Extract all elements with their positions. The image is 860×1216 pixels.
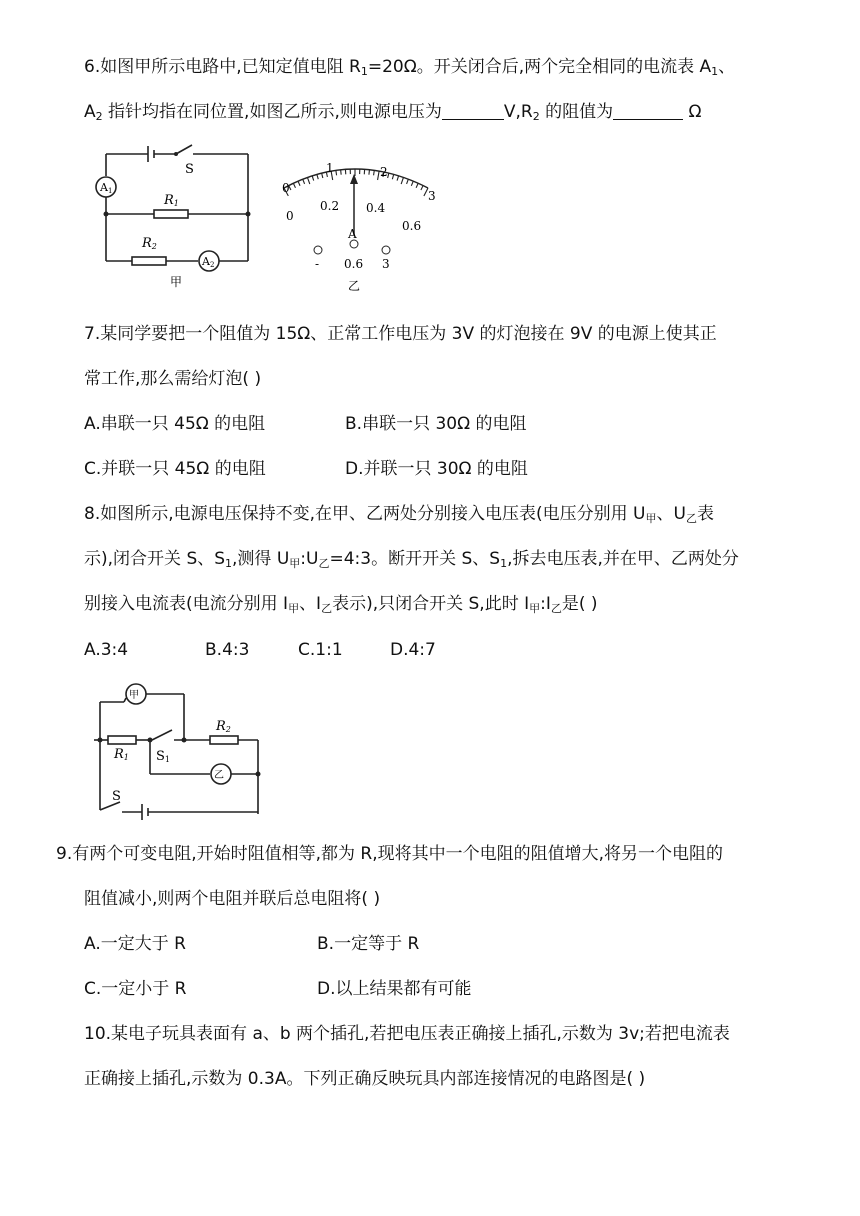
svg-text:3: 3 <box>428 189 436 203</box>
q9-line-1: 9.有两个可变电阻,开始时阻值相等,都为 R,现将其中一个电阻的阻值增大,将另一个电阻的 <box>56 844 724 864</box>
dial-tick <box>317 174 318 179</box>
dial-tick <box>416 183 418 188</box>
dial-tick <box>374 170 375 175</box>
dial-arc <box>284 169 428 188</box>
dial-tick <box>322 173 323 178</box>
dial-tick <box>369 170 370 175</box>
svg-text:0.6: 0.6 <box>344 257 364 271</box>
dial-tick <box>298 181 300 186</box>
switch-s1 <box>152 730 172 740</box>
q7-line-2: 常工作,那么需给灯泡( ) <box>84 369 262 389</box>
q6-line-1: 6.如图甲所示电路中,已知定值电阻 $R_1=20\Omega$。开关闭合后,两个完全相同的电流表 $A_1$、 <box>84 57 736 78</box>
q7-option-a[interactable]: A.串联一只 45Ω 的电阻 <box>84 414 266 434</box>
dial-tick <box>392 174 393 179</box>
svg-text:0: 0 <box>282 181 290 195</box>
q8-line-1: 8.如图所示,电源电压保持不变,在甲、乙两处分别接入电压表(电压分别用 $U_甲$、$U_乙$表 <box>84 504 714 525</box>
pointer-arrow-icon <box>350 174 358 184</box>
svg-text:R2: R2 <box>142 236 157 251</box>
resistor-r2 <box>210 736 238 744</box>
q9-option-d[interactable]: D.以上结果都有可能 <box>317 979 472 999</box>
q8-option-c[interactable]: C.1:1 <box>298 640 343 660</box>
svg-text:0: 0 <box>286 209 294 223</box>
svg-text:0.2: 0.2 <box>320 199 340 213</box>
q7-option-b[interactable]: B.串联一只 30Ω 的电阻 <box>345 414 527 434</box>
svg-text:S1: S1 <box>156 749 170 764</box>
dial-tick <box>293 183 295 188</box>
svg-text:3: 3 <box>382 257 390 271</box>
q7-line-1: 7.某同学要把一个阻值为 15Ω、正常工作电压为 3V 的灯泡接在 9V 的电源上使其正 <box>84 324 717 344</box>
dial-tick <box>307 177 309 184</box>
dial-tick <box>336 170 337 175</box>
terminal-3 <box>382 246 390 254</box>
q8-circuit-figure <box>90 680 270 820</box>
q10-line-1: 10.某电子玩具表面有 a、b 两个插孔,若把电压表正确接上插孔,示数为 3v;若把电流表 <box>84 1024 730 1044</box>
q6-line-2: $A_2$ 指针均指在同位置,如图乙所示,则电源电压为 $V,R_2$ 的阻值为 Ω <box>84 102 702 123</box>
dial-tick <box>397 176 398 181</box>
svg-text:R1: R1 <box>164 193 179 208</box>
q9-line-2: 阻值减小,则两个电阻并联后总电阻将( ) <box>84 889 381 909</box>
answer-blank-voltage[interactable] <box>442 101 504 120</box>
svg-text:甲: 甲 <box>170 275 183 289</box>
q8-line-2: 示),闭合开关 S、$S_1$,测得 $U_甲:U_乙=4:3$。断开开关 S、$S_1$,拆去电压表,并在甲、乙两处分 <box>84 549 739 570</box>
q6-ammeter-dial-figure-yi <box>262 140 452 298</box>
dial-tick <box>341 170 342 175</box>
q8-line-3: 别接入电流表(电流分别用 $I_甲$、$I_乙$表示),只闭合开关 S,此时 $I_甲:I_乙$是( ) <box>84 594 598 615</box>
svg-text:S: S <box>185 162 194 177</box>
dial-tick <box>378 171 380 180</box>
svg-text:S: S <box>112 789 121 804</box>
svg-text:A2: A2 <box>202 255 215 269</box>
dial-tick <box>421 186 423 191</box>
dial-tick <box>401 177 403 184</box>
svg-text:乙: 乙 <box>348 279 361 293</box>
dial-tick <box>411 181 413 186</box>
switch-s <box>176 145 192 154</box>
q9-option-b[interactable]: B.一定等于 R <box>317 934 420 954</box>
q8-option-d[interactable]: D.4:7 <box>390 640 436 660</box>
svg-text:0.4: 0.4 <box>366 201 386 215</box>
resistor-r1 <box>154 210 188 218</box>
answer-blank-resistance[interactable] <box>613 101 683 120</box>
dial-tick <box>388 173 389 178</box>
svg-text:R2: R2 <box>216 719 231 734</box>
svg-text:-: - <box>315 257 320 271</box>
q8-option-a[interactable]: A.3:4 <box>84 640 129 660</box>
q9-option-c[interactable]: C.一定小于 R <box>84 979 187 999</box>
svg-text:A: A <box>348 227 357 241</box>
svg-text:R1: R1 <box>114 747 129 762</box>
svg-text:1: 1 <box>326 161 334 175</box>
q10-line-2: 正确接上插孔,示数为 0.3A。下列正确反映玩具内部连接情况的电路图是( ) <box>84 1069 646 1089</box>
q7-option-d[interactable]: D.并联一只 30Ω 的电阻 <box>345 459 528 479</box>
svg-text:乙: 乙 <box>214 770 224 781</box>
svg-text:2: 2 <box>380 165 388 179</box>
dial-tick <box>407 179 409 184</box>
dial-tick <box>303 179 305 184</box>
resistor-r2 <box>132 257 166 265</box>
resistor-r1 <box>108 736 136 744</box>
svg-text:0.6: 0.6 <box>402 219 422 233</box>
svg-text:A1: A1 <box>100 181 113 195</box>
q9-option-a[interactable]: A.一定大于 R <box>84 934 186 954</box>
dial-tick <box>312 176 314 181</box>
terminal-negative <box>314 246 322 254</box>
q6-circuit-figure-jia <box>92 140 262 290</box>
q7-option-c[interactable]: C.并联一只 45Ω 的电阻 <box>84 459 266 479</box>
q8-option-b[interactable]: B.4:3 <box>205 640 250 660</box>
svg-text:甲: 甲 <box>129 690 139 701</box>
terminal-0.6 <box>350 240 358 248</box>
